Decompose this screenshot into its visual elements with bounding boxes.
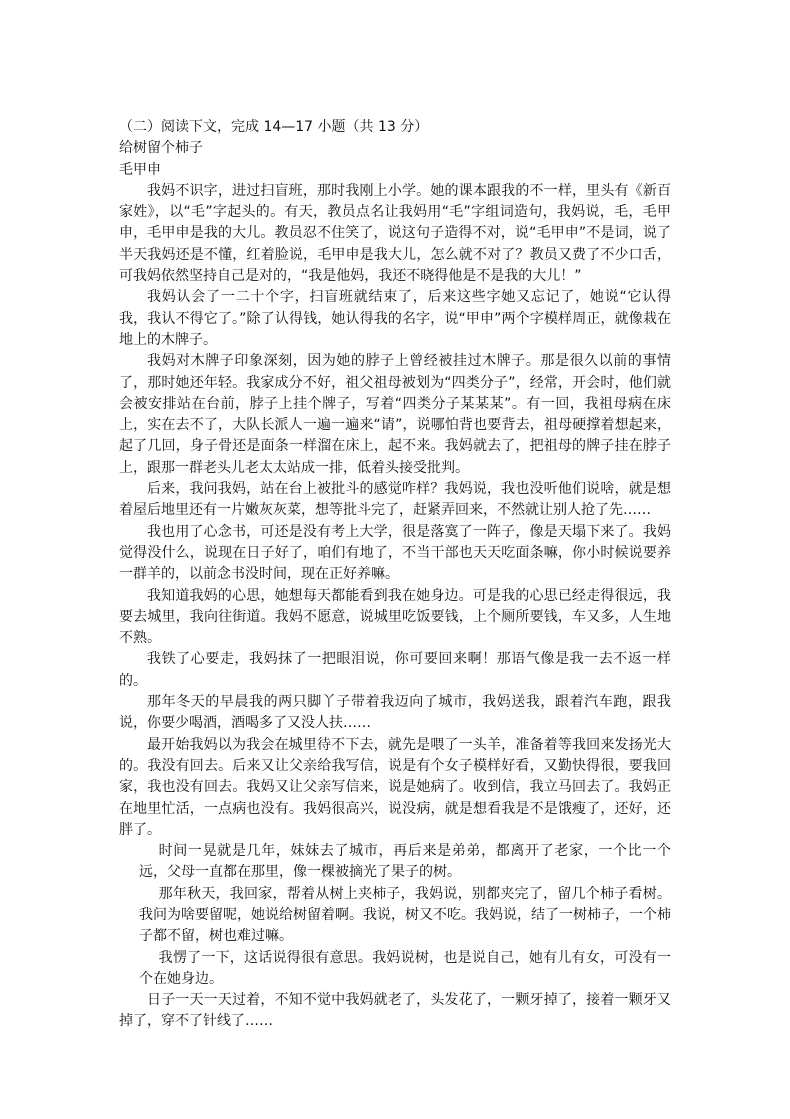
article-title: 给树留个柿子	[119, 140, 203, 157]
paragraph: 最开始我妈以为我会在城里待不下去，就先是喂了一头羊，准备着等我回来发扬光大的。我没有回去。后来又让父亲给我写信，说是有个女子模样好看，又勤快得很，要我回家，我也没有回去。我妈又让父亲写信来，说是她病了。收到信，我立马回去了。我妈正在地里忙活，一点病也没有。我妈很高兴，说没病，就是想看我是不是饿瘦了，还好，还胖了。	[119, 736, 671, 838]
paragraph: 我愣了一下，这话说得很有意思。我妈说树，也是说自己，她有儿有女，可没有一个在她身边。	[139, 949, 671, 987]
article-author: 毛甲申	[119, 161, 161, 178]
paragraph: 我知道我妈的心思，她想每天都能看到我在她身边。可是我的心思已经走得很远，我要去城里，我向往街道。我妈不愿意，说城里吃饭要钱，上个厕所要钱，车又多，人生地不熟。	[119, 587, 671, 647]
paragraph: 那年秋天，我回家，帮着从树上夹柿子，我妈说，别都夹完了，留几个柿子看树。我问为啥要留呢，她说给树留着啊。我说，树又不吃。我妈说，结了一树柿子，一个柿子都不留，树也难过嘛。	[139, 885, 671, 945]
paragraph: 我妈不识字，进过扫盲班，那时我刚上小学。她的课本跟我的不一样，里头有《新百家姓》，以“毛”字起头的。有天，教员点名让我妈用“毛”字组词造句，我妈说，毛，毛甲申，毛甲申是我的大儿。教员忍不住笑了，说这句子造得不对，说“毛甲申”不是词，说了半天我妈还是不懂，红着脸说，毛甲申是我大儿，怎么就不对了？教员又费了不少口舌，可我妈依然坚持自己是对的，“我是他妈，我还不晓得他是不是我的大儿！”	[119, 182, 671, 285]
paragraph: 我铁了心要走，我妈抹了一把眼泪说，你可要回来啊！那语气像是我一去不返一样的。	[119, 651, 671, 689]
paragraph: 日子一天一天过着，不知不觉中我妈就老了，头发花了，一颗牙掉了，接着一颗牙又掉了，穿不了针线了……	[119, 992, 671, 1030]
paragraph: 时间一晃就是几年，妹妹去了城市，再后来是弟弟，都离开了老家，一个比一个远，父母一直都在那里，像一棵被摘光了果子的树。	[139, 843, 671, 881]
paragraph: 那年冬天的早晨我的两只脚丫子带着我迈向了城市，我妈送我，跟着汽车跑，跟我说，你要少喝酒，酒喝多了又没人扶……	[119, 694, 671, 732]
document-page	[119, 117, 671, 1033]
paragraph: 我妈认会了一二十个字，扫盲班就结束了，后来这些字她又忘记了，她说“它认得我，我认不得它了。”除了认得钱，她认得我的名字，说“甲申”两个字模样周正，就像栽在地上的木牌子。	[119, 289, 671, 348]
paragraph: 后来，我问我妈，站在台上被批斗的感觉咋样？我妈说，我也没听他们说啥，就是想着屋后地里还有一片嫩灰灰菜，想等批斗完了，赶紧弄回来，不然就让别人抢了先……	[119, 481, 671, 519]
question-header: （二）阅读下文，完成 14—17 小题（共 13 分）	[119, 119, 429, 135]
paragraph: 我也用了心念书，可还是没有考上大学，很是落寞了一阵子，像是天塌下来了。我妈觉得没什么，说现在日子好了，咱们有地了，不当干部也天天吃面条嘛，你小时候说要养一群羊的，以前念书没时间，现在正好养嘛。	[119, 523, 671, 583]
paragraph: 我妈对木牌子印象深刻，因为她的脖子上曾经被挂过木牌子。那是很久以前的事情了，那时她还年轻。我家成分不好，祖父祖母被划为“四类分子”，经常，开会时，他们就会被安排站在台前，脖子上挂个牌子，写着“四类分子某某某”。有一回，我祖母病在床上，实在去不了，大队长派人一遍一遍来“请”，说哪怕背也要背去，祖母硬撑着想起来，起了几回，身子骨还是面条一样溜在床上，起不来。我妈就去了，把祖母的牌子挂在脖子上，跟那一群老头儿老太太站成一排，低着头接受批判。	[119, 353, 671, 476]
